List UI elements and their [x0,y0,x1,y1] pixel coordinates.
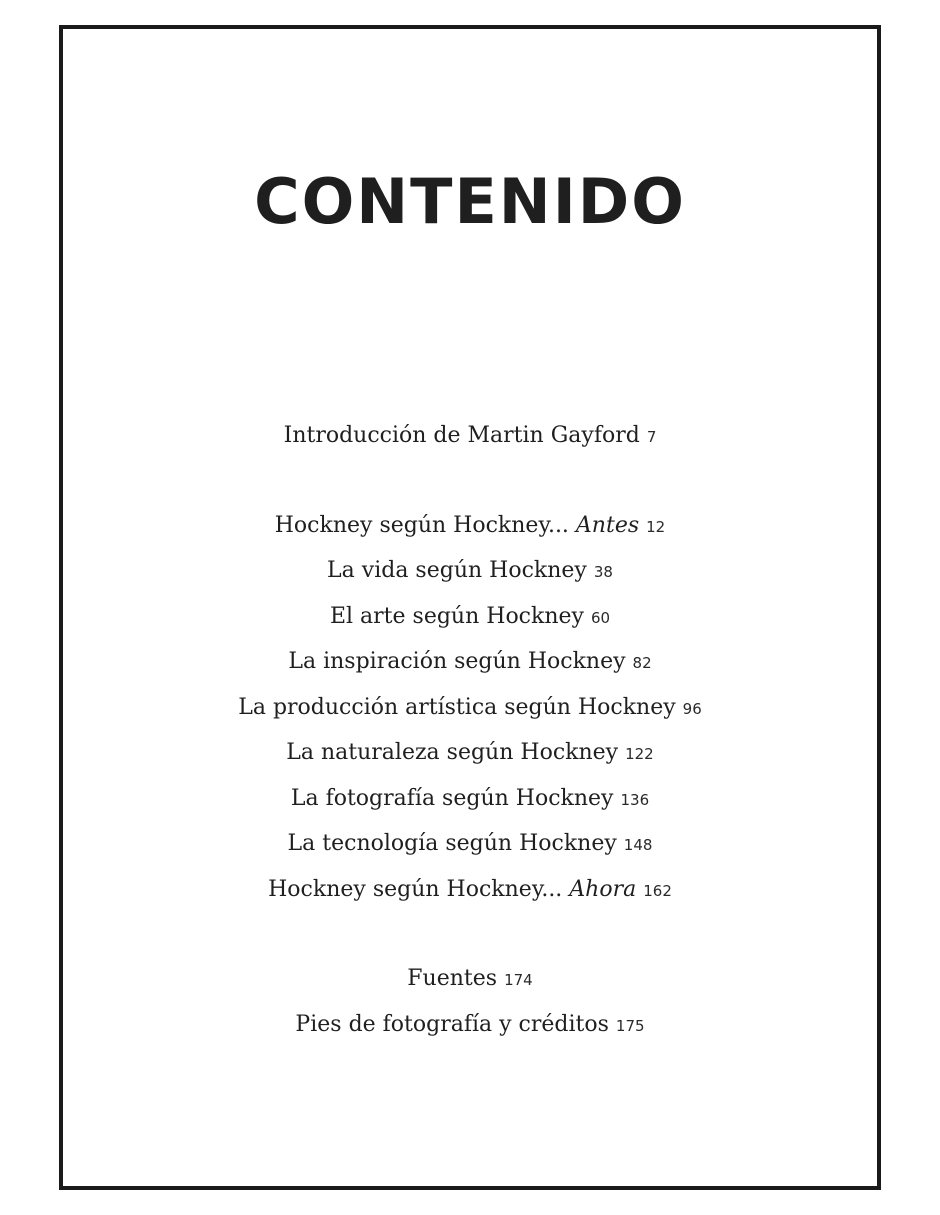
toc-entry-page: 174 [504,971,533,989]
toc-entry[interactable] [63,731,877,777]
toc-entry[interactable] [63,957,877,1003]
toc-group-appendix [63,957,877,1048]
toc-entry-page: 82 [632,654,652,672]
toc-entry-title: La tecnología según Hockney [287,831,617,856]
toc-entry[interactable] [63,868,877,914]
toc-entry[interactable] [63,686,877,732]
toc-entry-title: La producción artística según Hockney [238,694,676,720]
toc-entry-page: 38 [593,563,613,581]
toc-entry[interactable] [63,1003,877,1049]
toc-entry-italic: Ahora [569,876,637,902]
table-of-contents [63,414,877,1092]
toc-entry-title: Hockney según Hockney... [268,876,570,902]
toc-entry-page: 12 [646,517,666,536]
toc-entry-page: 148 [623,836,653,854]
toc-entry[interactable] [63,640,877,686]
toc-entry-title: El arte según Hockney [329,603,584,629]
toc-entry[interactable] [63,777,877,823]
toc-entry-title: Introducción de Martin Gayford [283,423,640,448]
toc-entry-page: 136 [620,790,650,809]
toc-entry-title: La fotografía según Hockney [290,785,614,811]
toc-entry-title: La inspiración según Hockney [288,649,626,674]
toc-entry-page: 7 [646,428,657,446]
toc-entry-page: 60 [590,608,611,627]
page-frame [59,25,881,1190]
toc-entry-title: La vida según Hockney [327,558,587,583]
toc-entry-italic: Antes [575,512,640,538]
toc-entry-page: 162 [643,881,672,900]
toc-entry[interactable] [63,504,877,550]
toc-entry-page: 175 [615,1016,645,1035]
toc-entry-title: La naturaleza según Hockney [286,740,619,765]
toc-entry-page: 122 [625,745,654,763]
toc-entry[interactable] [63,595,877,641]
toc-group-chapters [63,504,877,914]
toc-entry[interactable] [63,549,877,595]
toc-entry-title: Fuentes [407,966,498,991]
toc-group-intro [63,414,877,460]
toc-entry[interactable] [63,414,877,460]
toc-entry-title: Hockney según Hockney... [274,512,576,538]
toc-entry[interactable] [63,822,877,868]
toc-entry-page: 96 [682,699,702,718]
page-title: CONTENIDO [254,165,686,238]
toc-entry-title: Pies de fotografía y créditos [295,1011,609,1037]
